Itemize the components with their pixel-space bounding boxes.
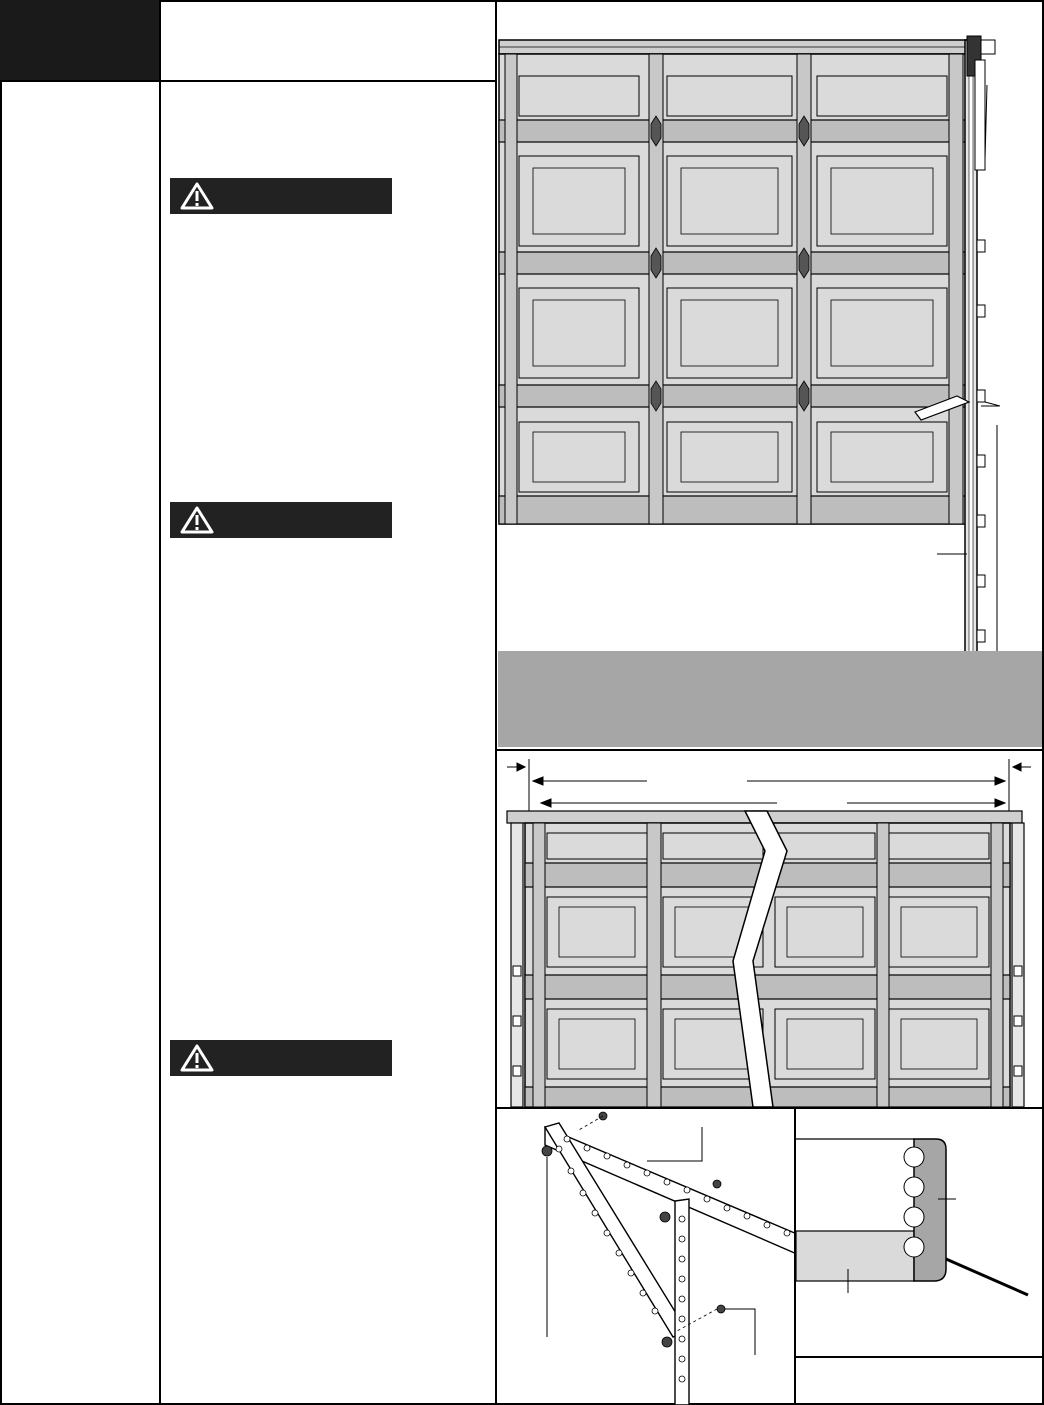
- door-elevation-figure: [497, 30, 1042, 652]
- step-tab: [0, 0, 160, 80]
- warning-bar-2: [170, 502, 392, 538]
- warning-bar-1: [170, 178, 392, 214]
- seal-detail-figure: [796, 1109, 1042, 1355]
- wide-door-figure: [497, 751, 1042, 1107]
- warning-triangle-icon: [180, 506, 214, 534]
- left-column-divider: [159, 0, 161, 1405]
- warning-triangle-icon: [180, 182, 214, 210]
- caption-box: [498, 651, 1042, 747]
- detail-caption-rule: [794, 1356, 1044, 1358]
- warning-triangle-icon: [180, 1044, 214, 1072]
- header-rule: [0, 80, 497, 82]
- warning-bar-3: [170, 1040, 392, 1076]
- bracket-assembly-figure: [497, 1109, 794, 1405]
